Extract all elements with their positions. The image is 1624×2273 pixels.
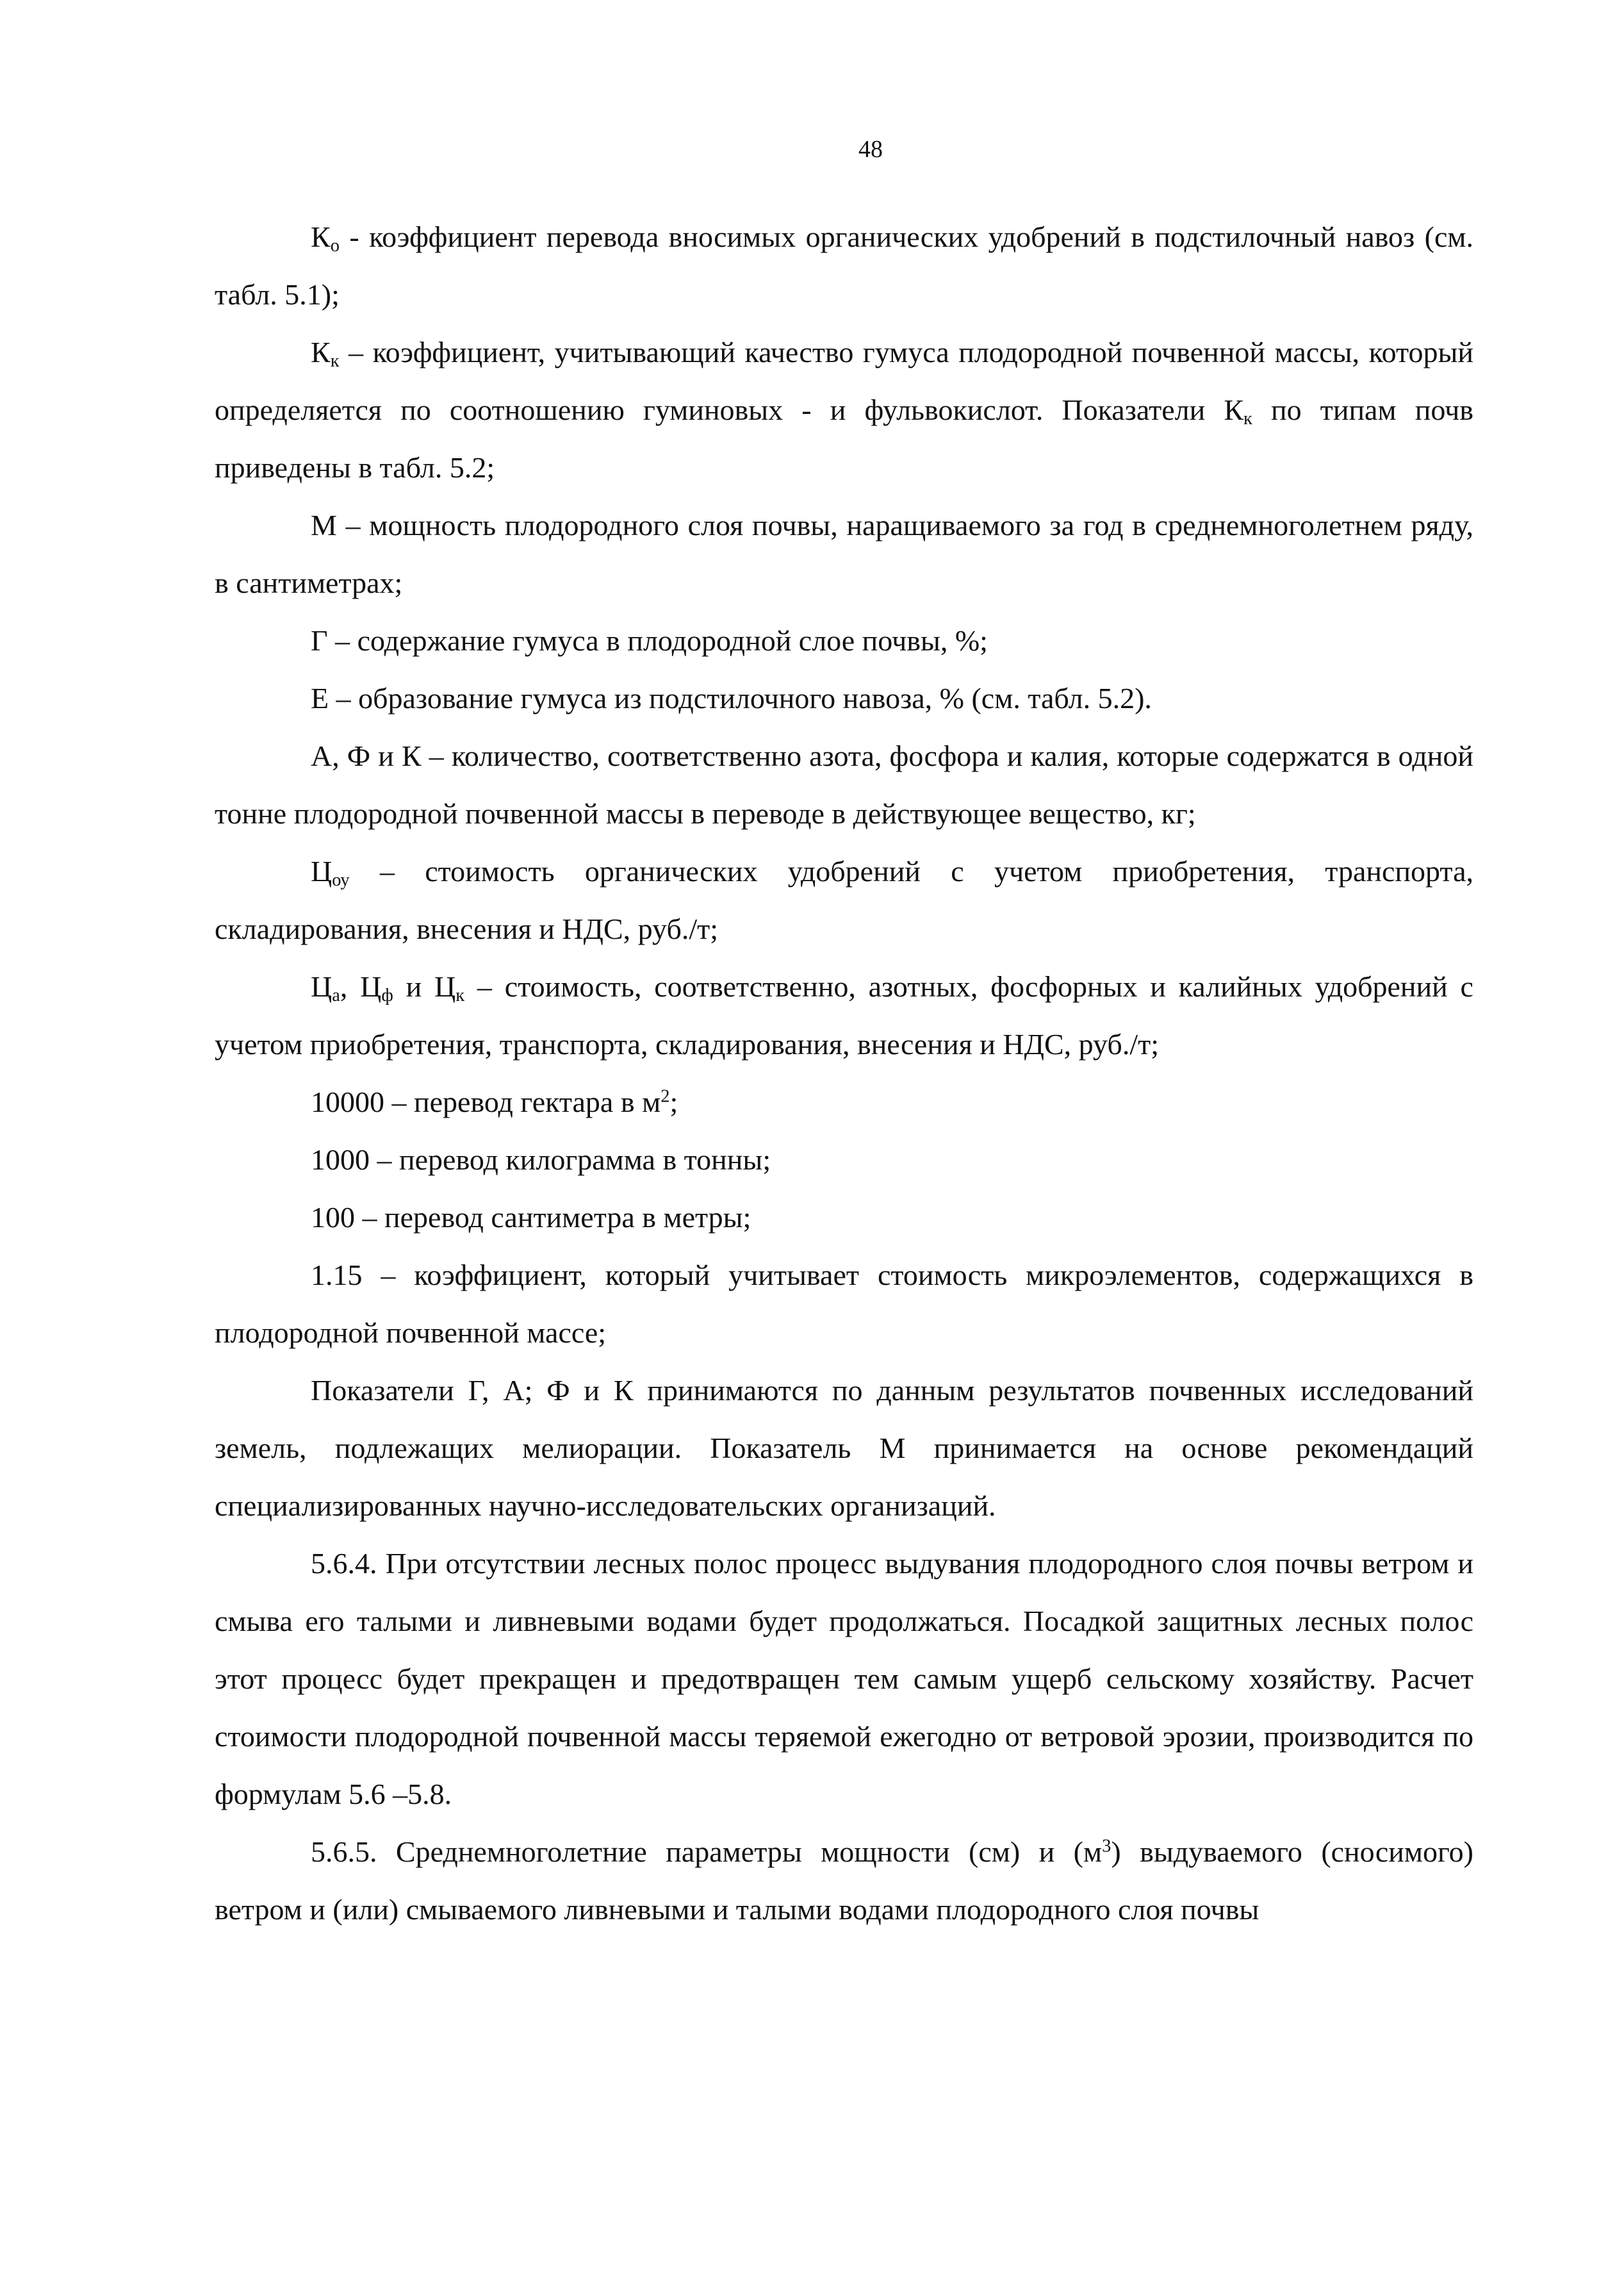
indicators-note: Показатели Г, А; Ф и К принимаются по данным результатов почвенных исследований земель, подлежащих мелиорации. Показатель М принимается на основе рекомендаций специализированных научно-исследовательских организаций.: [215, 1374, 1473, 1522]
section-5-6-4: 5.6.4. При отсутствии лесных полос процесс выдувания плодородного слоя почвы ветром и смыва его талыми и ливневыми водами будет продолжаться. Посадкой защитных лесных полос этот процесс будет прекращен и предотвращен тем самым ущерб сельскому хозяйству. Расчет стоимости плодородной почвенной массы теряемой ежегодно от ветровой эрозии, производится по формулам 5.6 –5.8.: [215, 1547, 1473, 1810]
section-text: 5.6.5. Среднемноголетние параметры мощности (см) и (м: [311, 1835, 1103, 1868]
symbol-ts: Ц: [311, 970, 332, 1003]
definition-text-cont: по типам почв приведены в табл. 5.2;: [215, 393, 1473, 484]
symbol-separator: и Ц: [393, 970, 456, 1003]
symbol-subscript: к: [455, 986, 465, 1006]
symbol-separator: , Ц: [340, 970, 382, 1003]
definition-e: Е – образование гумуса из подстилочного навоза, % (см. табл. 5.2).: [311, 682, 1152, 715]
symbol-k: К: [311, 336, 331, 368]
definition-kk: [215, 324, 1473, 497]
conversion-hectare: [215, 1073, 1473, 1131]
conversion-kilogram: 1000 – перевод килограмма в тонны;: [311, 1143, 771, 1176]
coefficient-microelements: 1.15 – коэффициент, который учитывает стоимость микроэлементов, содержащихся в плодородной почвенной массе;: [215, 1259, 1473, 1349]
definition-g: Г – содержание гумуса в плодородной слое почвы, %;: [311, 624, 988, 657]
document-body: [215, 208, 1473, 1938]
definition-text: 10000 – перевод гектара в м: [311, 1086, 661, 1118]
symbol-subscript: к: [1243, 409, 1252, 429]
definition-tsou: [215, 843, 1473, 958]
symbol-subscript: ф: [381, 986, 393, 1006]
symbol-k: К: [311, 220, 331, 253]
definition-m: М – мощность плодородного слоя почвы, наращиваемого за год в среднемноголетнем ряду, в сантиметрах;: [215, 509, 1473, 599]
definition-ko: [215, 208, 1473, 324]
symbol-subscript: оу: [332, 870, 350, 891]
page-number: 48: [858, 136, 883, 163]
definition-tsa-tsf-tsk: [215, 958, 1473, 1073]
definition-text: – коэффициент, учитывающий качество гумуса плодородной почвенной массы, который определяется по соотношению гуминовых - и фульвокислот. Показатели К: [215, 336, 1473, 426]
conversion-centimeter: 100 – перевод сантиметра в метры;: [311, 1201, 751, 1234]
section-5-6-5: [215, 1823, 1473, 1938]
definition-text: – стоимость органических удобрений с учетом приобретения, транспорта, складирования, внесения и НДС, руб./т;: [215, 855, 1473, 945]
definition-text: – стоимость, соответственно, азотных, фосфорных и калийных удобрений с учетом приобретения, транспорта, складирования, внесения и НДС, руб./т;: [215, 970, 1473, 1061]
definition-afk: А, Ф и К – количество, соответственно азота, фосфора и калия, которые содержатся в одной тонне плодородной почвенной массы в переводе в действующее вещество, кг;: [215, 740, 1473, 830]
symbol-subscript: о: [330, 236, 340, 256]
section-text-cont: ) выдуваемого (сносимого) ветром и (или) смываемого ливневыми и талыми водами плодородного слоя почвы: [215, 1835, 1473, 1926]
symbol-ts: Ц: [311, 855, 332, 888]
symbol-subscript: а: [332, 986, 340, 1006]
definition-end: ;: [669, 1086, 678, 1118]
symbol-subscript: к: [330, 351, 340, 372]
superscript: 3: [1102, 1836, 1111, 1856]
superscript: 2: [660, 1086, 670, 1107]
definition-text: - коэффициент перевода вносимых органических удобрений в подстилочный навоз (см. табл. 5.1);: [215, 220, 1473, 311]
